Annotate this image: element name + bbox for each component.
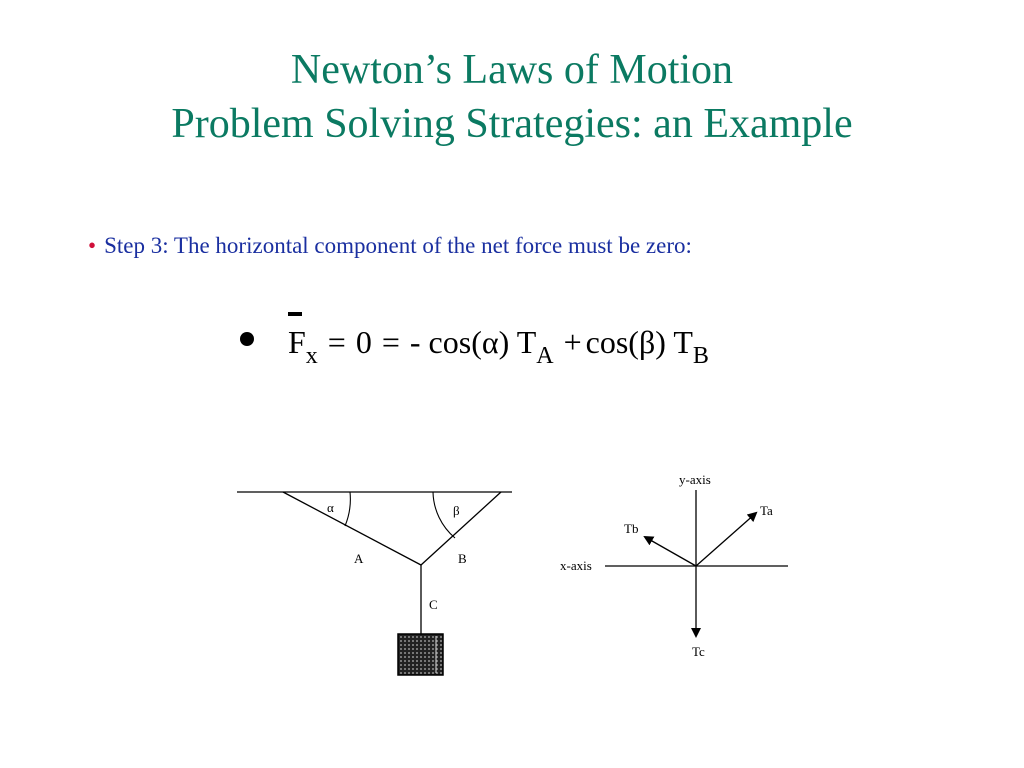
eq-term1-prefix: - cos( (409, 324, 482, 360)
eq-lhs: F (288, 324, 306, 360)
tb-label: Tb (624, 521, 639, 536)
eq-term1-sub: A (536, 343, 554, 369)
rope-a (283, 492, 421, 565)
bullet-marker: • (88, 233, 97, 258)
eq-term2-sub: B (692, 343, 709, 369)
eq-plus: + (563, 324, 582, 360)
eq-term1-close: ) T (498, 324, 537, 360)
alpha-arc (345, 492, 350, 526)
tc-label: Tc (692, 644, 705, 659)
ta-vector (696, 513, 756, 566)
ta-label: Ta (760, 503, 773, 518)
force-diagram (560, 472, 788, 659)
eq-beta: β (638, 324, 656, 360)
y-axis-label: y-axis (679, 472, 711, 487)
x-axis-label: x-axis (560, 558, 592, 573)
slide-title-line-2: Problem Solving Strategies: an Example (171, 101, 853, 147)
eq-equals-1: = (327, 324, 346, 360)
rope-c-label: C (429, 597, 438, 612)
eq-alpha: α (481, 324, 499, 360)
eq-lhs-sub: x (305, 343, 318, 369)
rope-a-label: A (354, 551, 364, 566)
eq-zero: 0 (355, 324, 372, 360)
beta-arc (433, 492, 455, 538)
beta-label: β (453, 503, 460, 518)
rope-b-label: B (458, 551, 467, 566)
eq-equals-2: = (381, 324, 400, 360)
eq-term2-close: ) T (655, 324, 693, 360)
alpha-label: α (327, 500, 334, 515)
tb-vector (645, 537, 696, 566)
bullet-text: Step 3: The horizontal component of the net force must be zero: (104, 233, 692, 258)
hanging-mass-diagram (237, 492, 512, 675)
slide-title-line-1: Newton’s Laws of Motion (290, 47, 734, 93)
eq-term2-prefix: cos( (585, 324, 639, 360)
